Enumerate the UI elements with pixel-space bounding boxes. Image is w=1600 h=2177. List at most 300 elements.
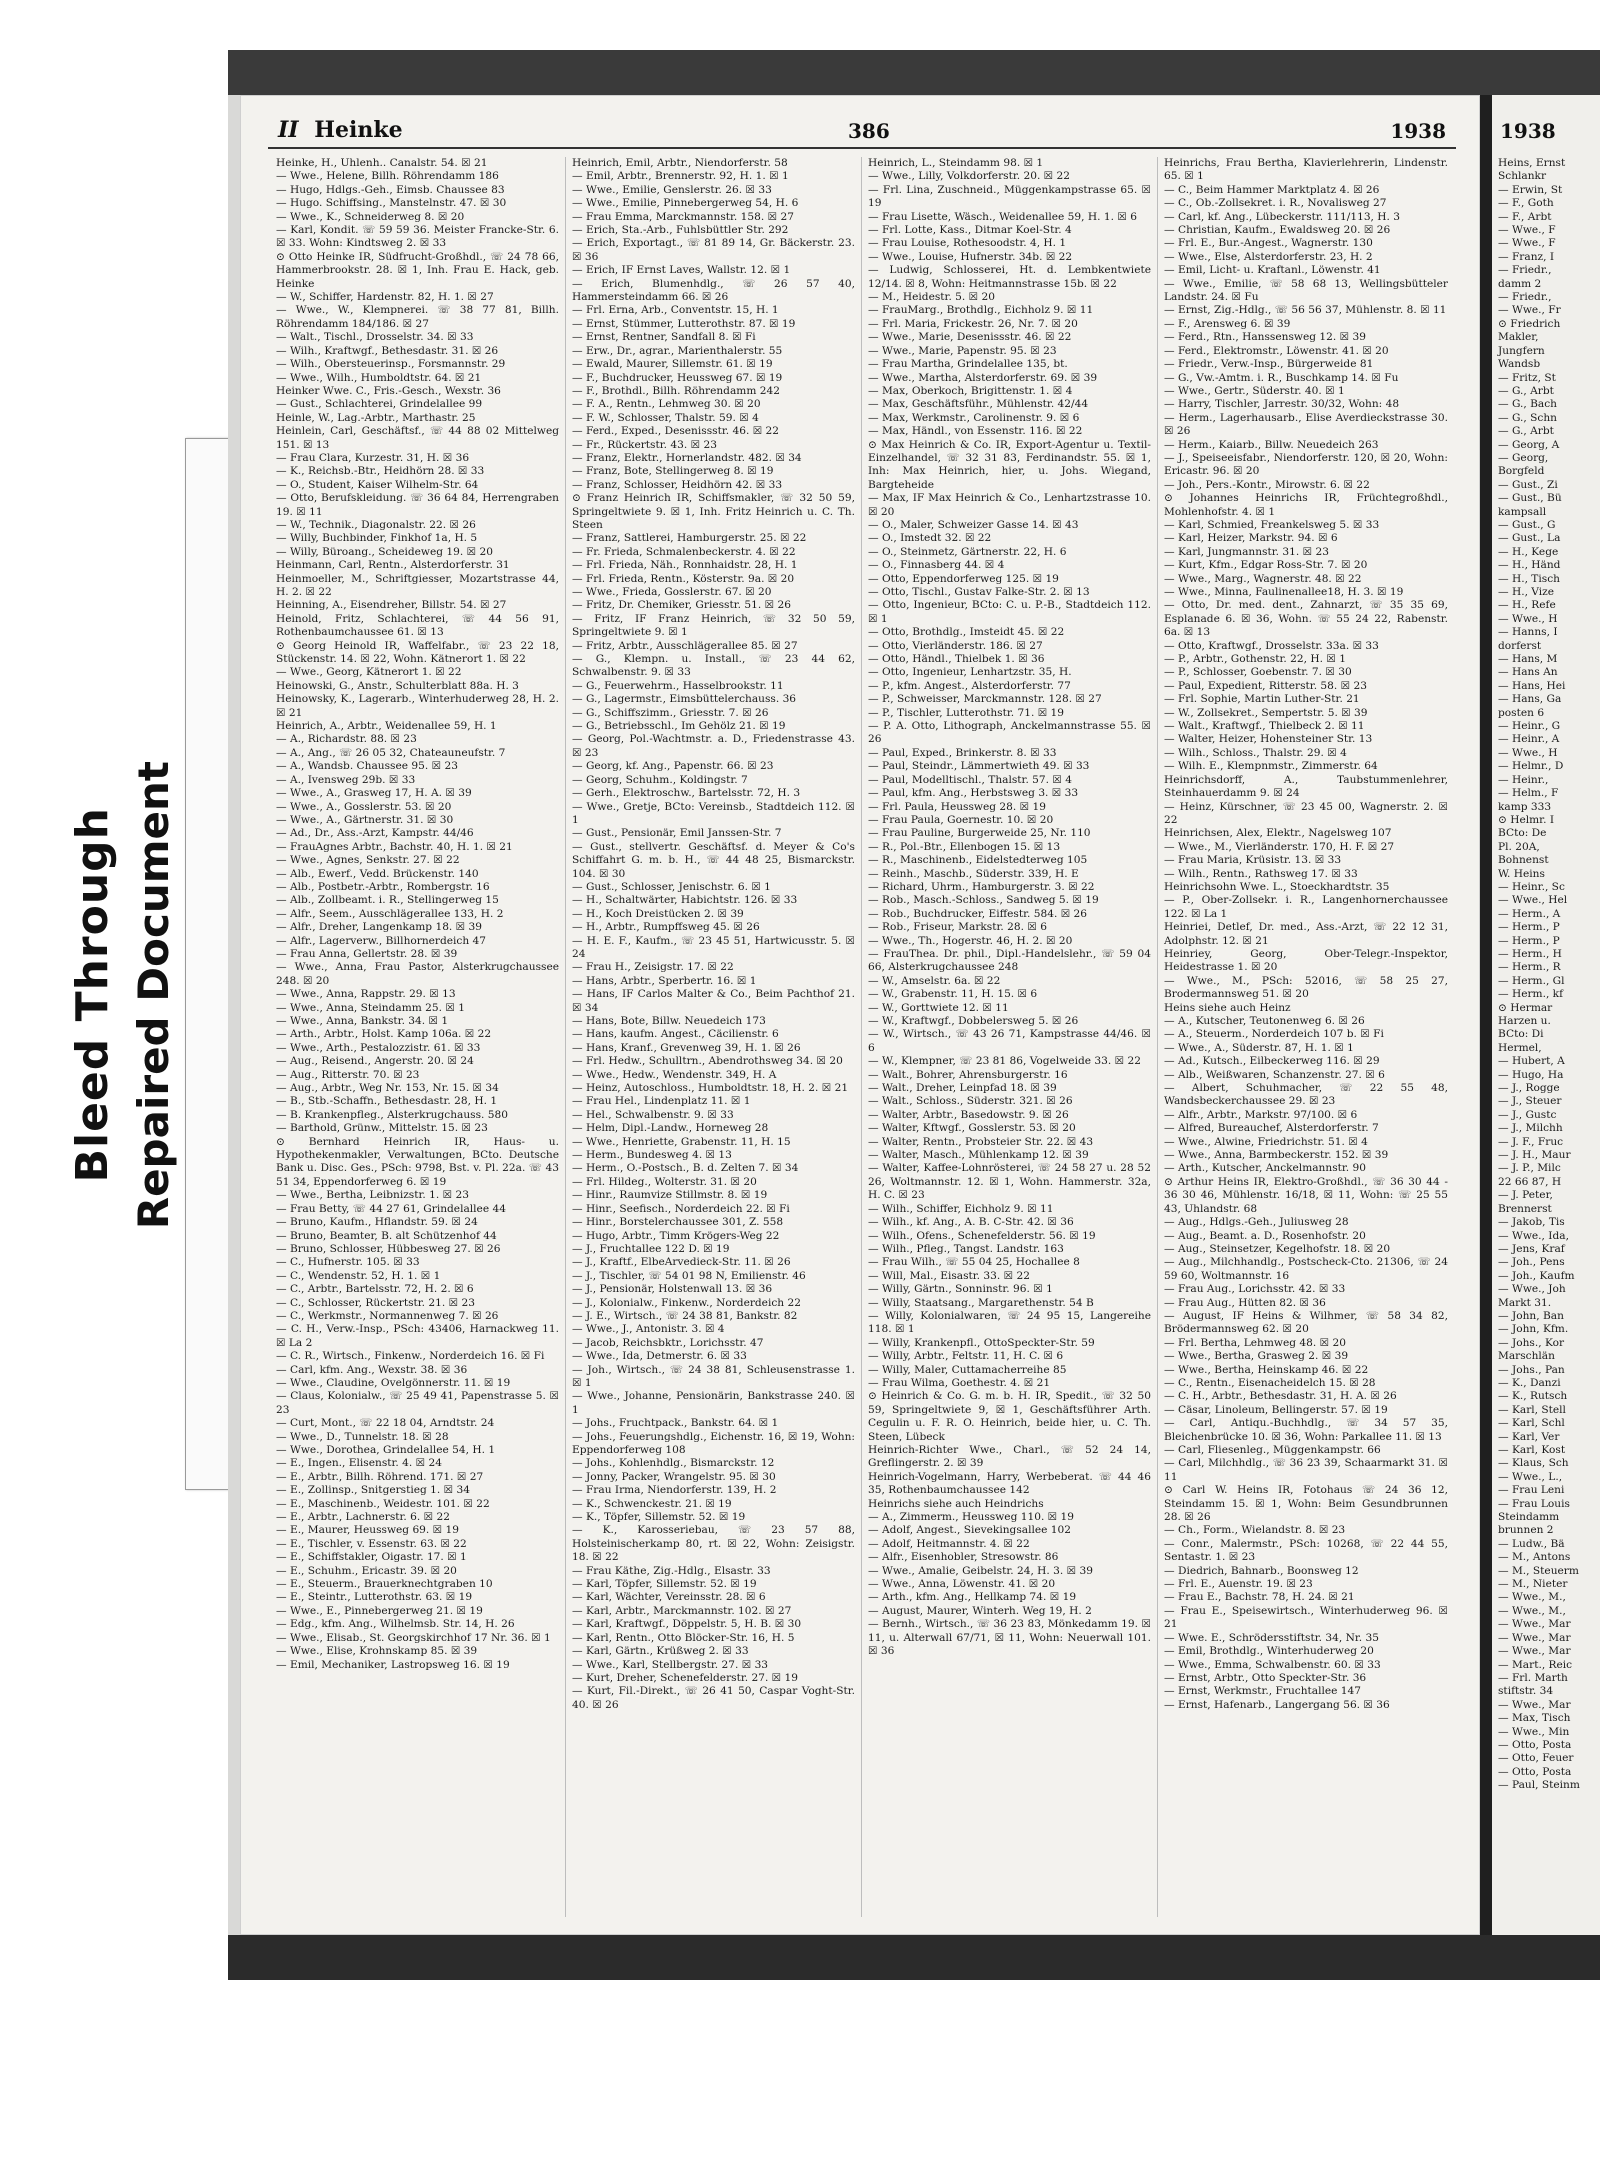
directory-entry: — Bernh., Wirtsch., ☏ 36 23 83, Mönkedamm 19. ☒ 11, u. Alterwall 67/71, ☒ 11, Wohn: Neuerwall 101. ☒ 36 (868, 1618, 1151, 1658)
directory-entry: — Otto, Ingenieur, BCto: C. u. P.-B., Stadtdeich 112. ☒ 1 (868, 599, 1151, 625)
directory-entry: — Alfr., Seem., Ausschlägerallee 133, H. 2 (276, 907, 504, 920)
next-page-entry-fragment: — Paul, Steinm (1498, 1779, 1580, 1792)
directory-entry: — Claus, Kolonialw., ☏ 25 49 41, Papenstrasse 5. ☒ 23 (276, 1390, 559, 1416)
directory-entry: — August, Maurer, Winterh. Weg 19, H. 2 (868, 1604, 1092, 1617)
directory-entry: — Ernst, Zig.-Hdlg., ☏ 56 56 37, Mühlenstr. 8. ☒ 11 (1164, 304, 1447, 317)
directory-entry: ⊙ Max Heinrich & Co. IR, Export-Agentur u. Textil-Einzelhandel, ☏ 32 31 83, Ferdinandstr. 55. ☒ 1, Inh: Max Heinrich, hier, u. Johs. Wiegand, Bargteheide (868, 438, 1151, 491)
directory-entry: — Otto, Vierländerstr. 186. ☒ 27 (868, 639, 1043, 652)
directory-entry: — Herm., O.-Postsch., B. d. Zelten 7. ☒ 34 (572, 1162, 799, 1175)
directory-entry: — Wwe., Anna, Frau Pastor, Alsterkrugchaussee 248. ☒ 20 (276, 961, 559, 987)
directory-entry: — P. A. Otto, Lithograph, Anckelmannstrasse 55. ☒ 26 (868, 720, 1151, 746)
next-page-entry-fragment: — Wwe., Mar (1498, 1631, 1571, 1644)
directory-entry: — C., Wendenstr. 52, H. 1. ☒ 1 (276, 1269, 441, 1282)
page-year: 1938 (1390, 119, 1446, 143)
scan-top-edge (228, 50, 1600, 95)
directory-entry: — Willy, Krankenpfl., OttoSpeckter-Str. 59 (868, 1336, 1095, 1349)
directory-entry: — Ludwig, Schlosserei, Ht. d. Lembkentwiete 12/14. ☒ 8, Wohn: Heitmannstrasse 15b. ☒ 22 (868, 264, 1151, 290)
directory-entry: — Paul, Expedient, Ritterstr. 58. ☒ 23 (1164, 679, 1367, 692)
directory-entry: — Wwe., Bertha, Grasweg 2. ☒ 39 (1164, 1350, 1349, 1363)
directory-entry: — Otto, Kraftwgf., Drosselstr. 33a. ☒ 33 (1164, 639, 1379, 652)
next-page-entry-fragment: — Karl, Kost (1498, 1444, 1566, 1456)
directory-entry: — Hans, Bote, Billw. Neuedeich 173 (572, 1015, 766, 1027)
directory-entry: — C. H., Arbtr., Bethesdastr. 31, H. A. ☒ 26 (1164, 1390, 1397, 1403)
directory-entry: — Frl. Erna, Arb., Conventstr. 15, H. 1 (572, 304, 779, 317)
directory-entry: — Frau E., Bachstr. 78, H. 24. ☒ 21 (1164, 1591, 1355, 1604)
next-page-entry-fragment: dorferst (1498, 639, 1542, 652)
directory-entry: — Johs., Fruchtpack., Bankstr. 64. ☒ 1 (572, 1417, 779, 1430)
next-page-entry-fragment: — J., Gustc (1498, 1108, 1557, 1121)
directory-entry: — J., Speiseeisfabr., Niendorferstr. 120, ☒ 20, Wohn: Ericastr. 96. ☒ 20 (1164, 451, 1448, 478)
next-page-entry-fragment: 22 66 87, H (1498, 1175, 1562, 1188)
directory-entry: — Karl, Jungmannstr. 31. ☒ 23 (1164, 545, 1329, 558)
directory-entry: — Wilh., Obersteuerinsp., Forsmannstr. 29 (276, 358, 506, 371)
directory-entry: — O., Steinmetz, Gärtnerstr. 22, H. 6 (868, 545, 1067, 558)
directory-entry: — Wwe., Marie, Papenstr. 95. ☒ 23 (868, 344, 1057, 357)
directory-entry: — W., Zollsekret., Sempertstr. 5. ☒ 39 (1164, 706, 1368, 719)
directory-entry: — Wwe., Anna, Rappstr. 29. ☒ 13 (276, 988, 456, 1001)
directory-entry: — Rob., Buchdrucker, Eiffestr. 584. ☒ 26 (868, 907, 1088, 920)
directory-entry: — R., Maschinenb., Eidelstedterweg 105 (868, 854, 1088, 867)
directory-entry: — Fr. Frieda, Schmalenbeckerstr. 4. ☒ 22 (572, 545, 796, 558)
next-page-entry-fragment: — Erwin, St (1498, 183, 1563, 196)
directory-entry: — Diedrich, Bahnarb., Boonsweg 12 (1164, 1564, 1359, 1577)
directory-entry: — Aug., Arbtr., Weg Nr. 153, Nr. 15. ☒ 34 (276, 1082, 499, 1095)
directory-entry: — Carl, Antiqu.-Buchhdlg., ☏ 34 57 35, Bleichenbrücke 10. ☒ 36, Wohn: Parkallee 11. ☒ 13 (1164, 1417, 1448, 1443)
directory-entry: — W., Wirtsch., ☏ 43 26 71, Kampstrasse 44/46. ☒ 6 (868, 1028, 1151, 1054)
directory-entry: — W., Technik., Diagonalstr. 22. ☒ 26 (276, 518, 476, 531)
directory-entry: — Hans, IF Carlos Malter & Co., Beim Pachthof 21. ☒ 34 (572, 988, 855, 1014)
directory-entry: — Carl, Milchhdlg., ☏ 36 23 39, Schaarmarkt 31. ☒ 11 (1164, 1457, 1448, 1483)
directory-entry: — G., Vw.-Amtm. i. R., Buschkamp 14. ☒ Fu (1164, 371, 1399, 384)
next-page-entry-fragment: — Friedr., (1498, 291, 1552, 304)
directory-entry: — Wilh., Ofens., Schenefelderstr. 56. ☒ 19 (868, 1229, 1096, 1242)
directory-entry: — Walter, Masch., Mühlenkamp 12. ☒ 39 (868, 1149, 1089, 1162)
next-page-entry-fragment: — Hans, Hei (1498, 679, 1566, 692)
directory-entry: — Herm., Lagerhausarb., Elise Averdieckstrasse 30. ☒ 26 (1164, 411, 1448, 438)
directory-entry: — Frau Maria, Krüsistr. 13. ☒ 33 (1164, 854, 1342, 867)
next-page-entry-fragment: ⊙ Helmr. I (1498, 813, 1555, 826)
directory-entry: — Albert, Schuhmacher, ☏ 22 55 48, Wandsbeckerchaussee 29. ☒ 23 (1164, 1082, 1448, 1108)
directory-entry: — Johs., Feuerungshdlg., Eichenstr. 16, ☒ 19, Wohn: Eppendorferweg 108 (572, 1430, 855, 1456)
directory-entry: Heinmann, Carl, Rentn., Alsterdorferstr. 31 (276, 559, 510, 572)
directory-entry: — Frau Aug., Lorichsstr. 42. ☒ 33 (1164, 1283, 1346, 1296)
directory-entry: — Frl. Hildeg., Wolterstr. 31. ☒ 20 (572, 1175, 757, 1188)
next-page-entry-fragment: Hermel, (1498, 1041, 1542, 1054)
directory-entry: — Edg., kfm. Ang., Wilhelmsb. Str. 14, H. 26 (276, 1618, 515, 1631)
directory-entry: — Wwe., Agnes, Senkstr. 27. ☒ 22 (276, 854, 460, 867)
directory-entry: Heinning, A., Eisendreher, Billstr. 54. ☒ 27 (276, 599, 507, 612)
directory-entry: — A., Ang., ☏ 26 05 32, Chateauneufstr. 7 (276, 746, 506, 759)
directory-entry: — Georg, Schuhm., Koldingstr. 7 (572, 773, 748, 786)
directory-entry: — K., Karosseriebau, ☏ 23 57 88, Holsteinischerkamp 80, rt. ☒ 22, Wohn: Zeisigstr. 18. ☒ 22 (572, 1524, 855, 1564)
next-page-entry-fragment: — Klaus, Sch (1498, 1457, 1569, 1470)
next-page-entry-fragment: Pl. 20A, (1498, 840, 1540, 853)
directory-entry: — P., Tischler, Lutterothstr. 71. ☒ 19 (868, 706, 1065, 719)
directory-entry: — FrauAgnes Arbtr., Bachstr. 40, H. 1. ☒ 21 (276, 840, 513, 853)
directory-entry: — W., Amselstr. 6a. ☒ 22 (868, 974, 1001, 987)
next-page-entry-fragment: — Herm., Gl (1498, 974, 1565, 987)
directory-entry: — Frau Emma, Marckmannstr. 158. ☒ 27 (572, 210, 794, 223)
directory-entry: — Wwe., Amalie, Geibelstr. 24, H. 3. ☒ 39 (868, 1564, 1093, 1577)
directory-entry: — F. W., Schlosser, Thalstr. 59. ☒ 4 (572, 411, 759, 424)
directory-entry: — Emil, Arbtr., Brennerstr. 92, H. 1. ☒ 1 (572, 170, 789, 183)
directory-entry: — Karl, Kraftwgf., Döppelstr. 5, H. B. ☒ 30 (572, 1618, 802, 1631)
directory-entry: — Conr., Malermstr., PSch: 10268, ☏ 22 44 55, Sentastr. 1. ☒ 23 (1164, 1537, 1448, 1564)
directory-entry: — Wwe., A., Gärtnerstr. 31. ☒ 30 (276, 813, 454, 826)
directory-entry: Heinowsky, K., Lagerarb., Winterhuderweg 28, H. 2. ☒ 21 (276, 693, 559, 719)
directory-entry: — Wwe., M., PSch: 52016, ☏ 58 25 27, Brodermannsweg 51. ☒ 20 (1164, 974, 1448, 1001)
directory-entry: Heinrich-Richter Wwe., Charl., ☏ 52 24 14, Greflingerstr. 2. ☒ 39 (868, 1444, 1151, 1470)
directory-entry: Heinrich, Emil, Arbtr., Niendorferstr. 58 (572, 157, 788, 169)
directory-entry: — Wwe., J., Antonistr. 3. ☒ 4 (572, 1323, 725, 1336)
directory-entry: — Wwe., Else, Alsterdorferstr. 23, H. 2 (1164, 250, 1373, 263)
directory-entry: — C., Rentn., Eisenacheidelch 15. ☒ 28 (1164, 1376, 1376, 1389)
next-page-entry-fragment: — H., Refe (1498, 599, 1556, 612)
directory-entry: — Arth., Kutscher, Anckelmannstr. 90 (1164, 1162, 1367, 1175)
directory-entry: — Kurt, Kfm., Edgar Ross-Str. 7. ☒ 20 (1164, 559, 1368, 572)
next-page-entry-fragment: — Wwe., Mar (1498, 1645, 1571, 1658)
directory-entry: — W., Gorttwiete 12. ☒ 11 (868, 1001, 1009, 1014)
next-page-entry-fragment: — Otto, Feuer (1498, 1752, 1574, 1765)
directory-entry: — Frl. Maria, Frickestr. 26, Nr. 7. ☒ 20 (868, 317, 1078, 330)
directory-entry: — Hans, Kranf., Grevenweg 39, H. 1. ☒ 26 (572, 1041, 801, 1054)
directory-entry: — Hugo, Arbtr., Timm Krögers-Weg 22 (572, 1229, 780, 1242)
directory-entry: — Hans, kaufm. Angest., Cäcilienstr. 6 (572, 1028, 779, 1041)
directory-entry: — E., Steintr., Lutterothstr. 63. ☒ 19 (276, 1591, 473, 1604)
directory-entry: ⊙ Georg Heinold IR, Waffelfabr., ☏ 23 22 18, Stückenstr. 14. ☒ 22, Wohn. Kätnerort 1. ☒ 22 (276, 639, 559, 666)
directory-entry: — H., Schaltwärter, Habichtstr. 126. ☒ 33 (572, 894, 798, 907)
directory-entry: Heinke, H., Uhlenh.. Canalstr. 54. ☒ 21 (276, 157, 488, 169)
directory-entry: Heinlein, Carl, Geschäftsf., ☏ 44 88 02 Mittelweg 151. ☒ 13 (276, 425, 559, 451)
directory-entry: — K., Reichsb.-Btr., Heidhörn 28. ☒ 33 (276, 465, 485, 478)
directory-entry: — Frl. E., Auenstr. 19. ☒ 23 (1164, 1578, 1313, 1591)
directory-entry: — Kurt, Fil.-Direkt., ☏ 26 41 50, Caspar Voght-Str. 40. ☒ 26 (572, 1685, 855, 1711)
directory-entry: — Wwe., Karl, Stellbergstr. 27. ☒ 33 (572, 1658, 769, 1671)
directory-entry: Heinrich, L., Steindamm 98. ☒ 1 (868, 157, 1044, 169)
directory-entry: — Kurt, Dreher, Schenefelderstr. 27. ☒ 19 (572, 1671, 799, 1684)
directory-entry: — W., Schiffer, Hardenstr. 82, H. 1. ☒ 27 (276, 291, 494, 304)
bleed-through-label: Bleed Through (67, 807, 118, 1183)
running-head (278, 117, 403, 143)
directory-entry: — Walt., Schloss., Süderstr. 321. ☒ 26 (868, 1095, 1073, 1108)
directory-entry: — Gust., Pensionär, Emil Janssen-Str. 7 (572, 827, 782, 840)
next-page-entry-fragment: — Gust., Zi (1498, 478, 1558, 491)
next-page-entry-fragment: — Hans An (1498, 666, 1558, 679)
directory-entry: — Heinz, Kürschner, ☏ 23 45 00, Wagnerstr. 2. ☒ 22 (1164, 800, 1448, 826)
directory-entry: — Wwe., Claudine, Ovelgönnerstr. 11. ☒ 19 (276, 1376, 511, 1389)
directory-entry: — Karl, Arbtr., Marckmannstr. 102. ☒ 27 (572, 1604, 792, 1617)
directory-entry: — R., Pol.-Btr., Ellenbogen 15. ☒ 13 (868, 840, 1061, 853)
directory-entry: — Ernst, Werkmstr., Fruchtallee 147 (1164, 1685, 1361, 1698)
next-page-entry-fragment: — Heinr., A (1498, 733, 1560, 746)
next-page-entry-fragment: — Helmr., D (1498, 760, 1564, 773)
directory-entry: — C., Arbtr., Bartelsstr. 72, H. 2. ☒ 6 (276, 1283, 474, 1296)
next-page-entry-fragment: — J. P., Milc (1498, 1162, 1561, 1175)
directory-entry: — Ewald, Maurer, Sillemstr. 61. ☒ 19 (572, 358, 773, 371)
directory-entry: ⊙ Franz Heinrich IR, Schiffsmakler, ☏ 32 50 59, Springeltwiete 9. ☒ 1, Inh. Fritz Heinrich u. C. Th. Steen (572, 492, 855, 531)
next-page-entry-fragment: — Wwe., Fr (1498, 304, 1561, 317)
directory-entry: — B. Krankenpfleg., Alsterkrugchauss. 580 (276, 1108, 508, 1121)
directory-entry: — Fritz, Arbtr., Ausschlägerallee 85. ☒ 27 (572, 639, 798, 652)
directory-entry: — Frl. Paula, Heussweg 28. ☒ 19 (868, 800, 1046, 813)
directory-entry: — E., Tischler, v. Essenstr. 63. ☒ 22 (276, 1537, 467, 1550)
directory-entry: — Franz, Bote, Stellingerweg 8. ☒ 19 (572, 465, 774, 478)
directory-entry: — Bruno, Beamter, B. alt Schützenhof 44 (276, 1229, 497, 1242)
directory-entry: — Max, Werkmstr., Carolinenstr. 9. ☒ 6 (868, 411, 1080, 424)
directory-entry: — Wwe., Dorothea, Grindelallee 54, H. 1 (276, 1444, 496, 1456)
directory-entry: — Wwe., Frieda, Gosslerstr. 67. ☒ 20 (572, 586, 772, 598)
next-page-entry-fragment: — Wwe., Mar (1498, 1618, 1571, 1631)
directory-entry: — Cäsar, Linoleum, Bellingerstr. 57. ☒ 19 (1164, 1403, 1388, 1416)
directory-entry: — Frl. Frieda, Näh., Ronnhaidstr. 28, H. 1 (572, 559, 798, 572)
directory-entry: — Fritz, Dr. Chemiker, Griesstr. 51. ☒ 26 (572, 599, 791, 612)
directory-entry: — C., Beim Hammer Marktplatz 4. ☒ 26 (1164, 183, 1380, 196)
directory-entry: — K., Schwenckestr. 21. ☒ 19 (572, 1497, 732, 1510)
next-page-entry-fragment: — M., Steuerm (1498, 1564, 1579, 1577)
directory-entry: — Arth., kfm. Ang., Hellkamp 74. ☒ 19 (868, 1591, 1077, 1604)
directory-entry: — O., Imstedt 32. ☒ 22 (868, 532, 992, 545)
scan-bottom-edge (228, 1935, 1600, 1980)
directory-entry: — Wwe., Gertr., Süderstr. 40. ☒ 1 (1164, 384, 1345, 397)
directory-entry: — Frau Hel., Lindenplatz 11. ☒ 1 (572, 1095, 751, 1108)
directory-entry: — Max, IF Max Heinrich & Co., Lenhartzstrasse 10. ☒ 20 (868, 492, 1151, 518)
directory-entry: ⊙ Carl W. Heins IR, Fotohaus ☏ 24 36 12, Steindamm 15. ☒ 1, Wohn: Beim Gesundbrunnen 28. ☒ 26 (1164, 1484, 1448, 1524)
next-page-entry-fragment: ⊙ Friedrich (1498, 317, 1561, 330)
directory-entry: — H., Koch Dreistücken 2. ☒ 39 (572, 907, 744, 920)
directory-entry: — Franz, Sattlerei, Hamburgerstr. 25. ☒ 22 (572, 532, 807, 545)
directory-entry: — Frau Anna, Gellertstr. 28. ☒ 39 (276, 947, 458, 960)
directory-entry: — Aug., Beamt. a. D., Rosenhofstr. 20 (1164, 1229, 1366, 1242)
directory-entry: — C. H., Verw.-Insp., PSch: 43406, Harnackweg 11. ☒ La 2 (276, 1323, 559, 1349)
directory-entry: — Walt., Dreher, Leinpfad 18. ☒ 39 (868, 1082, 1057, 1095)
directory-entry: — Frau Lisette, Wäsch., Weidenallee 59, H. 1. ☒ 6 (868, 210, 1137, 223)
directory-entry: — Wwe., Helene, Billh. Röhrendamm 186 (276, 170, 499, 183)
next-page-entry-fragment: — Karl, Schl (1498, 1417, 1565, 1430)
directory-entry: — Wwe., Elisab., St. Georgskirchhof 17 Nr. 36. ☒ 1 (276, 1631, 551, 1644)
next-page-entry-fragment: — Hubert, A (1498, 1055, 1565, 1068)
directory-entry: — Rob., Masch.-Schloss., Sandweg 5. ☒ 19 (868, 894, 1099, 907)
directory-entry: — E., Schuhm., Ericastr. 39. ☒ 20 (276, 1564, 457, 1577)
next-page-entry-fragment: Schlankr (1498, 170, 1547, 183)
directory-entry: — Willy, Maler, Cuttamacherreihe 85 (868, 1363, 1067, 1376)
next-page-entry-fragment: — H., Kege (1498, 545, 1559, 558)
next-page-entry-fragment: — Georg, (1498, 451, 1549, 464)
directory-entry: — Rob., Friseur, Markstr. 28. ☒ 6 (868, 921, 1047, 934)
directory-entry: — Walt., Tischl., Drosselstr. 34. ☒ 33 (276, 331, 474, 344)
directory-entry: — Bruno, Schlosser, Hübbesweg 27. ☒ 26 (276, 1242, 501, 1255)
directory-entry: — Karl, Rentn., Otto Blöcker-Str. 16, H. 5 (572, 1631, 795, 1644)
next-page-entry-fragment: — K., Rutsch (1498, 1390, 1568, 1403)
directory-entry: — W., Grabenstr. 11, H. 15. ☒ 6 (868, 988, 1038, 1001)
next-page-entry-fragment: — Wwe., H (1498, 612, 1558, 625)
directory-entry: — Wwe., Arth., Pestalozzistr. 61. ☒ 33 (276, 1041, 481, 1054)
directory-entry: — Frau Louise, Rothesoodstr. 4, H. 1 (868, 237, 1067, 250)
directory-entry: — Wwe., A., Gosslerstr. 53. ☒ 20 (276, 800, 452, 813)
directory-entry: — Franz, Elektr., Hornerlandstr. 482. ☒ 34 (572, 451, 802, 464)
directory-entry: — Walter, Arbtr., Basedowstr. 9. ☒ 26 (868, 1108, 1069, 1121)
directory-entry: — Karl, Gärtn., Krüßweg 2. ☒ 33 (572, 1645, 749, 1658)
directory-entry: — Ernst, Arbtr., Otto Speckter-Str. 36 (1164, 1671, 1367, 1684)
page-header (268, 115, 1456, 149)
directory-entry: — Alb., Ewerf., Vedd. Brückenstr. 140 (276, 867, 479, 880)
directory-entry: Heinrichsdorff, A., Taubstummenlehrer, Steinhauerdamm 9. ☒ 24 (1164, 773, 1448, 800)
next-page-entry-fragment: — Joh., Kaufm (1498, 1269, 1575, 1282)
directory-entry: — Wilh., Rentn., Rathsweg 17. ☒ 33 (1164, 867, 1358, 880)
next-page-entry-fragment: — Wwe., Joh (1498, 1283, 1566, 1296)
directory-entry: — G., Lagermstr., Eimsbüttelerchauss. 36 (572, 693, 797, 706)
next-page-entry-fragment: Harzen u. (1498, 1015, 1551, 1027)
directory-entry: — Aug., Milchhandlg., Postscheck-Cto. 21306, ☏ 24 59 60, Woltmannstr. 16 (1164, 1256, 1448, 1282)
directory-entry: Heinold, Fritz, Schlachterei, ☏ 44 56 91, Rothenbaumchaussee 61. ☒ 13 (276, 612, 559, 639)
directory-entry: — Wwe., Anna, Barmbeckerstr. 152. ☒ 39 (1164, 1149, 1389, 1162)
next-page-entry-fragment: — Wwe., Min (1498, 1725, 1570, 1738)
next-page-entry-fragment: — J., Rogge (1498, 1082, 1560, 1095)
directory-entry: — Herm., Bundesweg 4. ☒ 13 (572, 1149, 732, 1162)
next-page-entry-fragment: brunnen 2 (1498, 1524, 1554, 1537)
directory-entry: — Frl. Sophie, Martin Luther-Str. 21 (1164, 693, 1360, 706)
column-4 (1158, 157, 1454, 1917)
directory-entry: — Walter, Kaffee-Lohnrösterei, ☏ 24 58 27 u. 28 52 26, Woltmannstr. 12. ☒ 1, Wohn. Hammerstr. 32a, H. C. ☒ 23 (868, 1162, 1151, 1202)
directory-entry: — Frl. Hedw., Schulltrn., Abendrothsweg 34. ☒ 20 (572, 1055, 843, 1068)
directory-entry: — Frau Irma, Niendorferstr. 139, H. 2 (572, 1484, 777, 1497)
directory-entry: — K., Töpfer, Sillemstr. 52. ☒ 19 (572, 1511, 746, 1524)
next-page-entry-fragment: — Johs., Pan (1498, 1363, 1565, 1376)
directory-entry: — Georg, Pol.-Wachtmstr. a. D., Friedenstrasse 43. ☒ 23 (572, 733, 855, 759)
directory-entry: — Wwe., Louise, Hufnerstr. 34b. ☒ 22 (868, 250, 1073, 263)
directory-entry: — Wwe., E., Pinnebergerweg 21. ☒ 19 (276, 1604, 483, 1617)
next-page-entry-fragment: — Herm., P (1498, 921, 1560, 934)
directory-entry: — Frl. E., Bur.-Angest., Wagnerstr. 130 (1164, 237, 1373, 250)
directory-entry: — Wwe., A., Grasweg 17, H. A. ☒ 39 (276, 787, 472, 800)
next-page-entry-fragment: Markt 31. (1498, 1296, 1552, 1309)
next-page-entry-fragment: — Karl, Ver (1498, 1430, 1560, 1443)
next-page-entry-fragment: — J. H., Maur (1498, 1149, 1571, 1162)
directory-entry: — Frau Pauline, Burgerweide 25, Nr. 110 (868, 827, 1091, 840)
directory-entry: — Paul, Exped., Brinkerstr. 8. ☒ 33 (868, 746, 1057, 759)
directory-entry: — Frau Wilh., ☏ 55 04 25, Hochallee 8 (868, 1256, 1080, 1269)
next-page-entry-fragment: — J., Steuer (1498, 1095, 1562, 1108)
next-page-entry-fragment: — Hans, Ga (1498, 693, 1562, 706)
directory-entry: — Wilh., Pfleg., Tangst. Landstr. 163 (868, 1242, 1064, 1255)
directory-entry: — B., Stb.-Schaffn., Bethesdastr. 28, H. 1 (276, 1095, 498, 1108)
directory-entry: — Alfr., Eisenhobler, Stresowstr. 86 (868, 1551, 1059, 1564)
directory-entry: — Carl, Fliesenleg., Müggenkampstr. 66 (1164, 1444, 1381, 1456)
directory-entry: — Helm, Dipl.-Landw., Horneweg 28 (572, 1122, 769, 1135)
directory-entry: — Franz, Schlosser, Heidhörn 42. ☒ 33 (572, 478, 783, 491)
directory-entry: — H., Arbtr., Rumpffsweg 45. ☒ 26 (572, 921, 760, 934)
directory-entry: — Ferd., Elektromstr., Löwenstr. 41. ☒ 20 (1164, 344, 1389, 357)
directory-entry: — Carl, kf. Ang., Lübeckerstr. 111/113, H. 3 (1164, 210, 1401, 223)
directory-entry: — Alfr., Arbtr., Markstr. 97/100. ☒ 6 (1164, 1108, 1358, 1121)
directory-entry: — Otto, Ingenieur, Lenhartzstr. 35, H. (868, 666, 1072, 679)
directory-entry: — Hinr., Seefisch., Norderdeich 22. ☒ Fi (572, 1202, 790, 1215)
directory-entry: — Wwe., Emma, Schwalbenstr. 60. ☒ 33 (1164, 1658, 1381, 1671)
directory-entry: — E., Schiffstakler, Oigastr. 17. ☒ 1 (276, 1551, 467, 1564)
next-page-entry-fragment: — Hanns, I (1498, 626, 1558, 639)
directory-entry: Heinrichsohn Wwe. L., Stoeckhardtstr. 35 (1164, 880, 1390, 893)
directory-entry: — Paul, kfm. Ang., Herbstsweg 3. ☒ 33 (868, 787, 1079, 800)
next-page-entry-fragment: — Herm., A (1498, 907, 1561, 920)
directory-entry: — M., Heidestr. 5. ☒ 20 (868, 291, 996, 304)
next-page-entry-fragment: — K., Danzi (1498, 1376, 1561, 1389)
directory-entry: — G., Betriebsschl., Im Gehölz 21. ☒ 19 (572, 720, 786, 733)
page-number: 386 (848, 119, 890, 143)
next-page-entry-fragment: — Ludw., Bä (1498, 1537, 1565, 1550)
directory-entry: — Karl, Wächter, Vereinsstr. 28. ☒ 6 (572, 1591, 766, 1604)
directory-entry: — Erich, Sta.-Arb., Fuhlsbüttler Str. 292 (572, 224, 789, 237)
directory-entry: — Paul, Modelltischl., Thalstr. 57. ☒ 4 (868, 773, 1072, 786)
directory-entry: — Curt, Mont., ☏ 22 18 04, Arndtstr. 24 (276, 1417, 495, 1430)
directory-entry: — Wwe., Henriette, Grabenstr. 11, H. 15 (572, 1135, 791, 1148)
directory-entry: — Gust., Schlachterei, Grindelallee 99 (276, 398, 483, 411)
next-page-entry-fragment: damm 2 (1498, 277, 1542, 290)
directory-entry: — Erich, Exportagt., ☏ 81 89 14, Gr. Bäckerstr. 23. ☒ 36 (572, 237, 855, 263)
column-1 (270, 157, 566, 1917)
directory-entry: — Ad., Dr., Ass.-Arzt, Kampstr. 44/46 (276, 827, 474, 840)
next-page-entry-fragment: — Hans, M (1498, 653, 1558, 666)
directory-entry: — P., Schweisser, Marckmannstr. 128. ☒ 27 (868, 693, 1102, 706)
directory-entry: — Wwe., Marie, Desenissstr. 46. ☒ 22 (868, 331, 1072, 344)
directory-entry: — Gust., stellvertr. Geschäftsf. d. Meyer & Co's Schiffahrt G. m. b. H., ☏ 44 48 25, Bismarckstr. 104. ☒ 30 (572, 840, 855, 880)
directory-entry: — W., Kraftwgf., Dobbelersweg 5. ☒ 26 (868, 1015, 1079, 1027)
next-page-entry-fragment: kampsall (1498, 505, 1547, 518)
directory-entry: — Wwe., Gretje, BCto: Vereinsb., Stadtdeich 112. ☒ 1 (572, 800, 855, 826)
next-page-entry-fragment: Steindamm (1498, 1511, 1560, 1524)
directory-entry: — Friedr., Verw.-Insp., Bürgerweide 81 (1164, 358, 1374, 371)
directory-entry: — Willy, Gärtn., Sonninstr. 96. ☒ 1 (868, 1283, 1053, 1296)
directory-entry: — Alb., Postbetr.-Arbtr., Rombergstr. 16 (276, 880, 490, 893)
directory-entry: ⊙ Heinrich & Co. G. m. b. H. IR, Spedit., ☏ 32 50 59, Springeltwiete 9, ☒ 1, Geschäftsführer Arth. Cegulin u. F. R. O. Heinrich, beide hier, u. C. Th. Steen, Lübeck (868, 1390, 1151, 1443)
directory-entry: — Wwe., Lilly, Volkdorferstr. 20. ☒ 22 (868, 170, 1071, 183)
directory-entry: — Alb., Zollbeamt. i. R., Stellingerweg 15 (276, 894, 499, 907)
directory-entry: — Frau Wilma, Goethestr. 4. ☒ 21 (868, 1376, 1051, 1389)
next-page-entry-fragment: — Herm., P (1498, 934, 1560, 947)
next-page-entry-fragment: — Wwe., F (1498, 224, 1556, 237)
directory-entry: — Christian, Kaufm., Ewaldsweg 20. ☒ 26 (1164, 224, 1391, 237)
directory-entry: — FrauMarg., Brothdlg., Eichholz 9. ☒ 11 (868, 304, 1094, 317)
directory-entry: — Wilh. E., Klempnmstr., Zimmerstr. 64 (1164, 760, 1378, 773)
directory-entry: Heinrich-Vogelmann, Harry, Werbeberat. ☏ 44 46 35, Rothenbaumchaussee 142 (868, 1470, 1151, 1497)
directory-entry: — Alfr., Lagerverw., Billhornerdeich 47 (276, 934, 487, 947)
directory-entry: — Walter, Heizer, Hohensteiner Str. 13 (1164, 733, 1373, 746)
next-page-entry-fragment: Wandsb (1498, 358, 1541, 371)
next-page-entry-fragment: — Jakob, Tis (1498, 1216, 1565, 1229)
next-page-entry-fragment: Brennerst (1498, 1202, 1552, 1215)
directory-entry: — Heinz, Autoschloss., Humboldtstr. 18, H. 2. ☒ 21 (572, 1082, 849, 1095)
directory-entry: — Hans, Arbtr., Sperbertr. 16. ☒ 1 (572, 974, 757, 987)
next-page-entry-fragment: — Wwe., Ida, (1498, 1229, 1569, 1242)
repaired-document-label: Repaired Document (129, 760, 178, 1230)
directory-entry: — Adolf, Angest., Sievekingsallee 102 (868, 1524, 1071, 1537)
directory-entry: — A., Zimmerm., Heussweg 110. ☒ 19 (868, 1511, 1075, 1524)
directory-entry: — Gust., Schlosser, Jenischstr. 6. ☒ 1 (572, 880, 771, 893)
directory-entry: — Wwe., Johanne, Pensionärin, Bankstrasse 240. ☒ 1 (572, 1390, 855, 1416)
directory-entry: — P., Schlosser, Goebenstr. 7. ☒ 30 (1164, 666, 1352, 679)
next-page-entry-fragment: — Herm., R (1498, 961, 1561, 974)
directory-entry: — F., Brothdl., Billh. Röhrendamm 242 (572, 384, 780, 397)
directory-entry: — Alb., Weißwaren, Schanzenstr. 27. ☒ 6 (1164, 1068, 1385, 1081)
directory-entry: — Paul, Steindr., Lämmertwieth 49. ☒ 33 (868, 760, 1090, 773)
directory-entry: — Johs., Kohlenhdlg., Bismarckstr. 12 (572, 1457, 775, 1470)
directory-entry: — Wwe., Th., Hogerstr. 46, H. 2. ☒ 20 (868, 934, 1073, 947)
column-2 (566, 157, 862, 1917)
directory-entry: — W., Klempner, ☏ 23 81 86, Vogelweide 33. ☒ 22 (868, 1055, 1141, 1068)
directory-entry: — Wwe., Wilh., Humboldtstr. 64. ☒ 21 (276, 371, 482, 384)
directory-entry: — Willy, Arbtr., Feltstr. 11, H. C. ☒ 6 (868, 1350, 1064, 1363)
directory-entry: ⊙ Arthur Heins IR, Elektro-Großhdl., ☏ 36 30 44 - 36 30 46, Mühlenstr. 16/18, ☒ 11, Wohn: ☏ 25 55 43, Uhlandstr. 68 (1164, 1175, 1448, 1215)
directory-entry: — Walter, Rentn., Probsteier Str. 22. ☒ 43 (868, 1135, 1094, 1148)
directory-entry: — G., Schiffszimm., Griesstr. 7. ☒ 26 (572, 706, 769, 719)
